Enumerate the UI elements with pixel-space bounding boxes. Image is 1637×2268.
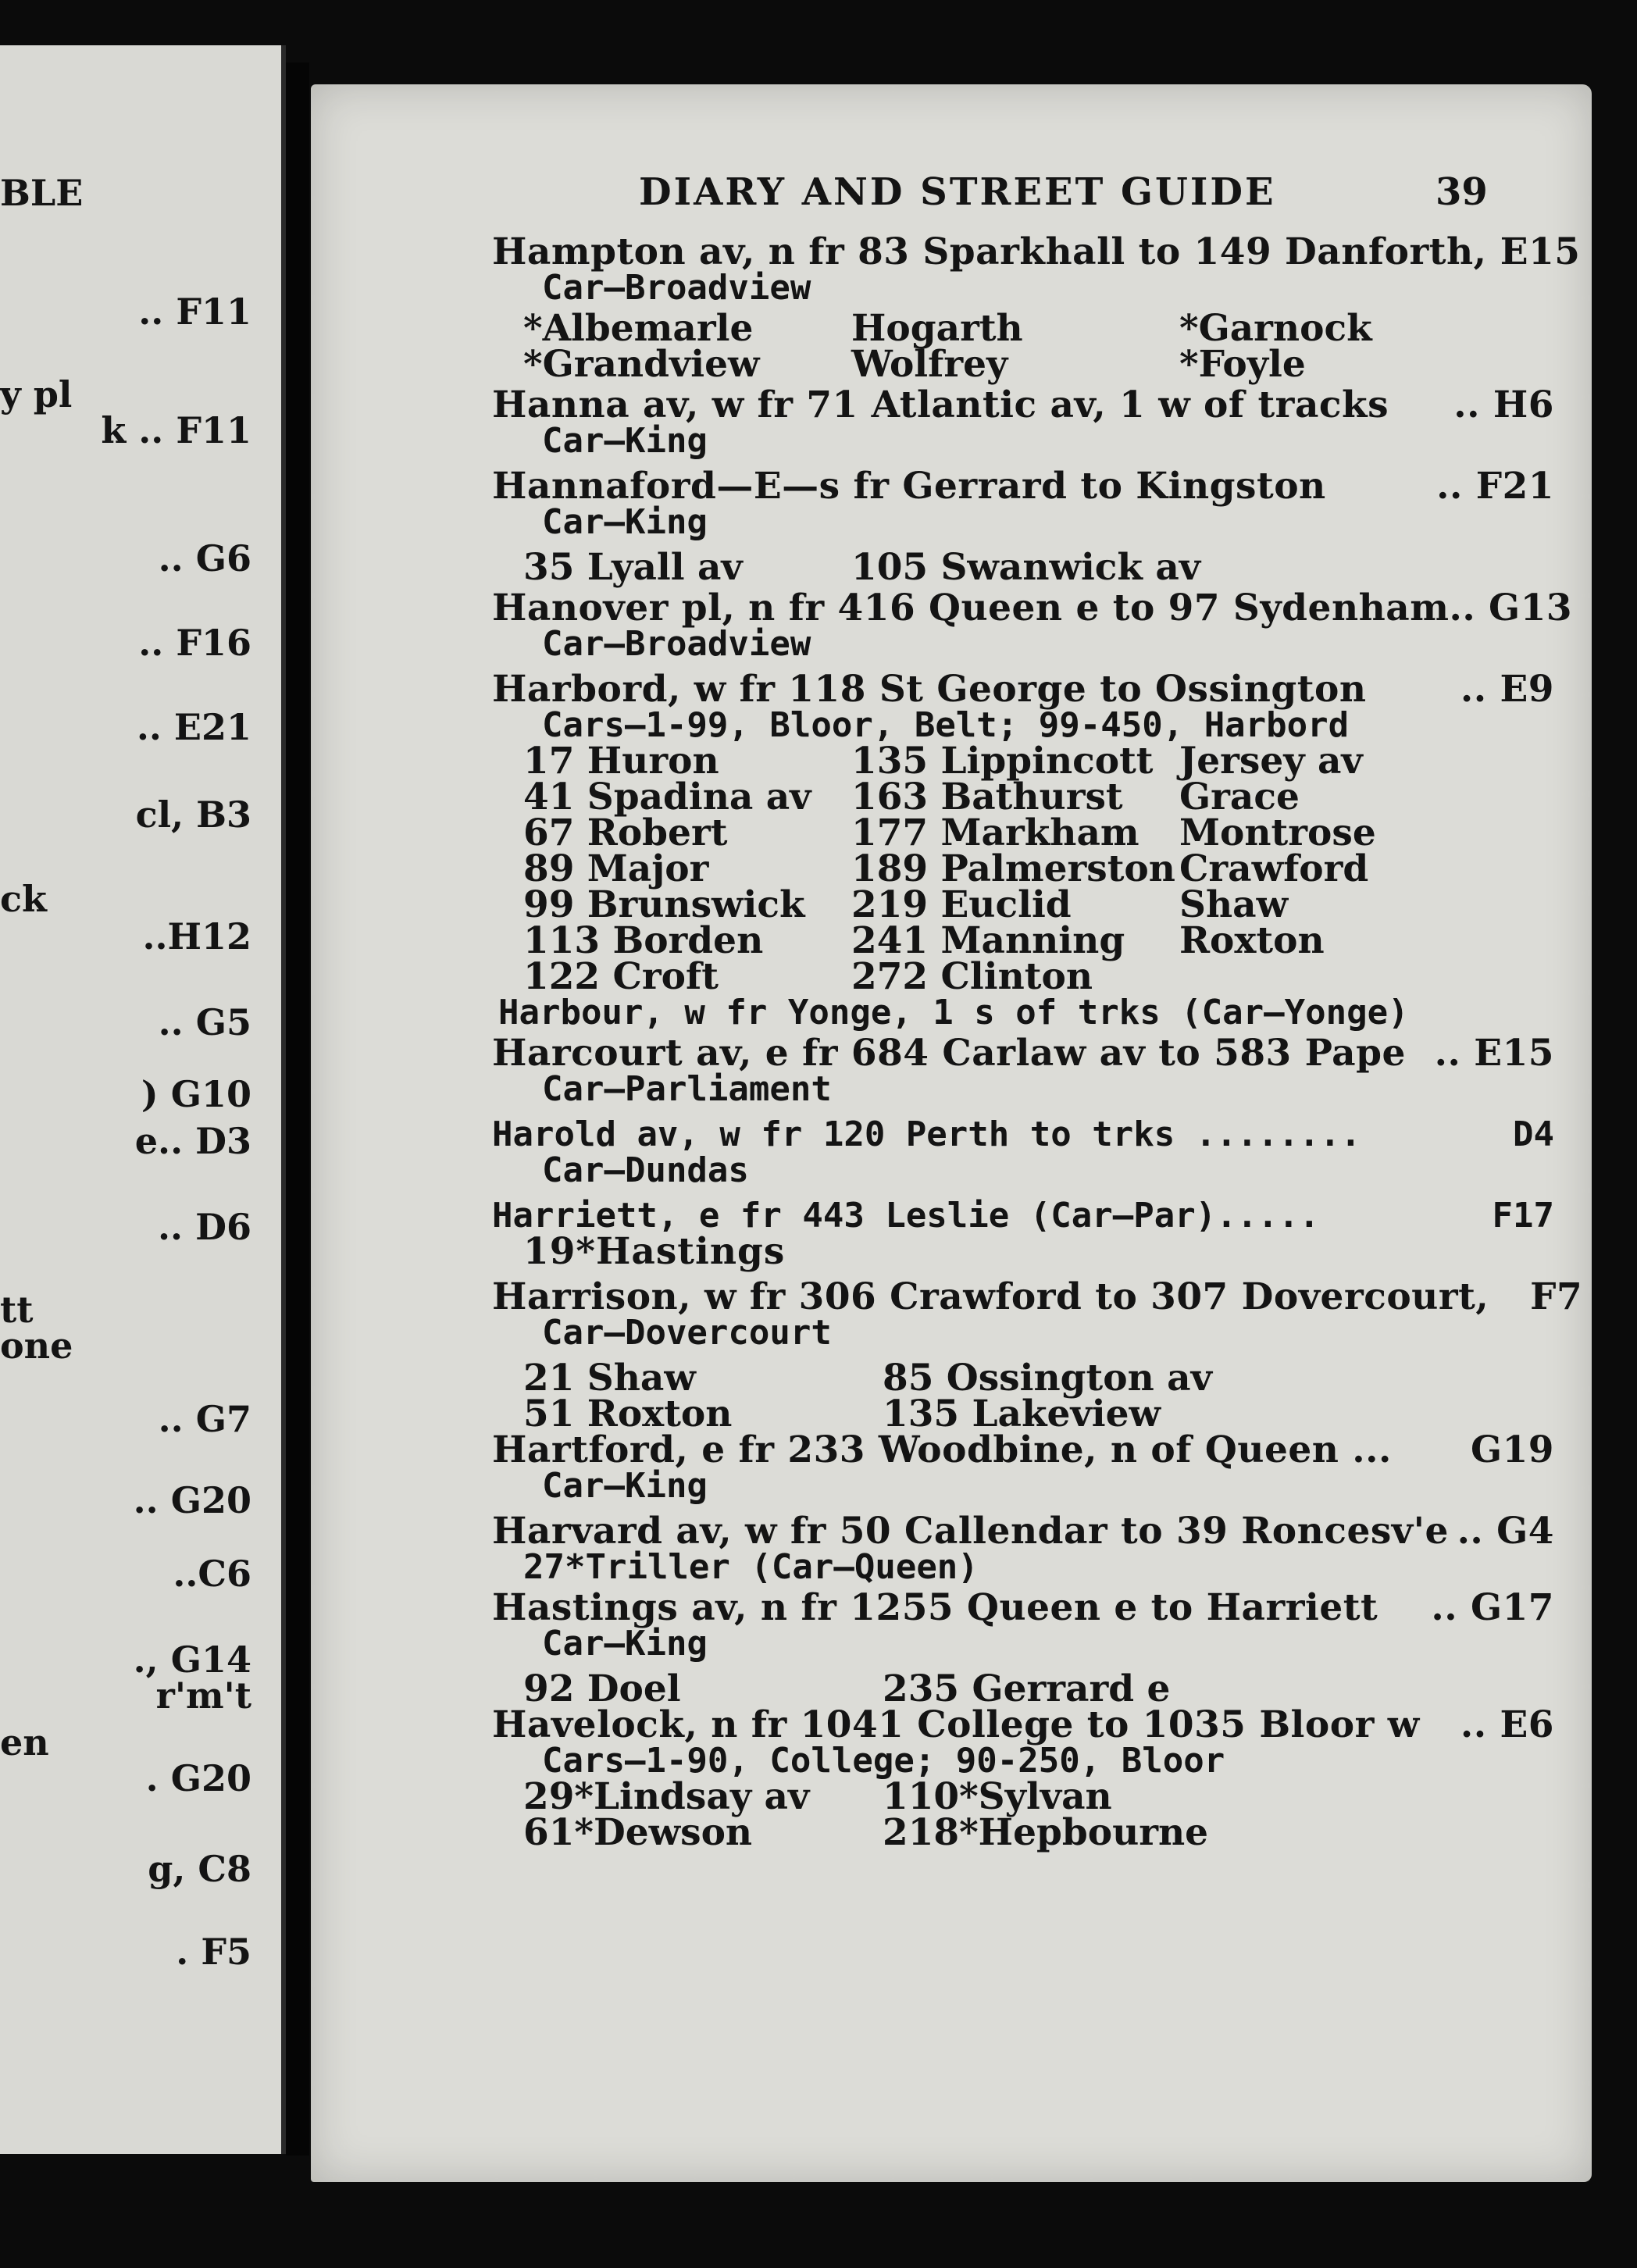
- left-fragment: y pl: [0, 373, 73, 415]
- left-fragment: one: [0, 1325, 73, 1367]
- street-entry: [492, 230, 1581, 386]
- left-fragment: ., G14: [133, 1639, 251, 1681]
- grid-reference: G19: [1470, 1428, 1554, 1471]
- street-description: w fr 118 St George to Ossington: [680, 668, 1367, 711]
- cross-street: *Albemarle: [523, 307, 754, 350]
- grid-reference: .. F21: [1436, 465, 1554, 508]
- street-description: av, e fr 684 Carlaw av to 583 Pape: [683, 1032, 1406, 1075]
- grid-reference: .. G4: [1457, 1510, 1554, 1553]
- cross-street: 177 Markham: [851, 811, 1139, 854]
- street-description: av, w fr 50 Callendar to 39 Roncesv'e: [662, 1510, 1449, 1553]
- street-description: av, n fr 83 Sparkhall to 149 Danforth,: [686, 230, 1487, 273]
- cross-streets: [492, 740, 1554, 998]
- left-fragment: . G20: [145, 1757, 251, 1799]
- grid-reference: F7: [1530, 1275, 1583, 1318]
- cross-street: Jersey av: [1179, 740, 1363, 783]
- left-page-fragment: [0, 45, 286, 2154]
- street-guide-list: [492, 230, 1583, 1854]
- grid-reference: F17: [1492, 1196, 1554, 1236]
- left-fragment: .. G7: [158, 1398, 251, 1440]
- street-name: Hannaford: [492, 465, 717, 508]
- street-name: Harbord,: [492, 668, 681, 711]
- street-description: pl, n fr 416 Queen e to 97 Sydenham: [668, 587, 1450, 629]
- cross-streets: [492, 1667, 1554, 1710]
- book-gutter: [286, 62, 309, 2156]
- street-line: Harbour, w fr Yonge, 1 s of trks (Car—Yonge): [498, 993, 1409, 1032]
- right-page: [311, 84, 1592, 2182]
- car-line: Car—Dundas: [542, 1150, 749, 1190]
- cross-street: 35 Lyall av: [523, 546, 743, 589]
- cross-street: 19*Hastings: [523, 1230, 786, 1273]
- cross-street: 17 Huron: [523, 740, 719, 783]
- cross-street: 105 Swanwick av: [851, 546, 1201, 589]
- left-fragment: en: [0, 1721, 49, 1763]
- cross-street: 67 Robert: [523, 811, 728, 854]
- cross-street: Wolfrey: [851, 343, 1008, 386]
- cross-street: *Foyle: [1179, 343, 1306, 386]
- cross-street: Crawford: [1179, 847, 1369, 890]
- cross-street: 92 Doel: [523, 1667, 681, 1710]
- left-fragment: .. G5: [158, 1001, 251, 1043]
- cross-street: 219 Euclid: [851, 883, 1072, 926]
- cross-street: *Garnock: [1179, 307, 1372, 350]
- street-name: Hanover: [492, 587, 669, 629]
- street-entry: [492, 587, 1573, 664]
- left-fragment: ..C6: [173, 1553, 251, 1595]
- street-description: —E—s fr Gerrard to Kingston: [716, 465, 1326, 508]
- cross-streets: [492, 546, 1554, 589]
- street-entry: [492, 383, 1554, 461]
- street-description: e fr 233 Woodbine, n of Queen ...: [688, 1428, 1392, 1471]
- car-line: Car—King: [542, 1466, 708, 1506]
- running-header: [311, 170, 1592, 217]
- cross-street: 272 Clinton: [851, 955, 1093, 998]
- left-fragment: .. F16: [138, 622, 251, 664]
- street-entry: [492, 668, 1554, 998]
- street-name: Hartford,: [492, 1428, 689, 1471]
- street-description: e fr 443 Leslie (Car—Par).....: [678, 1196, 1320, 1236]
- car-line: Cars—1-90, College; 90-250, Bloor: [542, 1741, 1225, 1781]
- street-name: Harrison,: [492, 1275, 692, 1318]
- street-entry: [492, 1510, 1554, 1587]
- car-line: Car—King: [542, 1624, 708, 1664]
- car-line: Car—King: [542, 502, 708, 542]
- grid-reference: .. H6: [1453, 383, 1554, 426]
- street-name: Harvard: [492, 1510, 663, 1553]
- street-entry: [492, 1114, 1554, 1190]
- grid-reference: .. E9: [1460, 668, 1554, 711]
- cross-street: 61*Dewson: [523, 1811, 753, 1854]
- left-fragment: BLE: [0, 172, 84, 214]
- street-name: Harcourt: [492, 1032, 683, 1075]
- street-name: Hanna: [492, 383, 630, 426]
- cross-street: 241 Manning: [851, 919, 1125, 962]
- left-fragment: .. G20: [133, 1479, 251, 1521]
- street-name: Harriett,: [492, 1196, 679, 1236]
- cross-street: Shaw: [1179, 883, 1289, 926]
- car-line: Car—Broadview: [542, 268, 811, 308]
- car-line: Car—King: [542, 421, 708, 461]
- grid-reference: .. E6: [1460, 1703, 1554, 1746]
- street-description: av, n fr 1255 Queen e to Harriett: [678, 1586, 1378, 1629]
- cross-street: 113 Borden: [523, 919, 764, 962]
- street-entry: [492, 995, 1554, 1031]
- left-fragment: r'm't: [155, 1674, 251, 1717]
- left-fragment: .. D6: [158, 1206, 251, 1248]
- cross-street: 189 Palmerston: [851, 847, 1175, 890]
- cross-street: [1179, 959, 1507, 995]
- street-entry: [492, 1032, 1554, 1109]
- cross-streets: [492, 1775, 1554, 1854]
- street-entry: [492, 1275, 1583, 1435]
- left-fragment: tt: [0, 1289, 34, 1331]
- street-entry: [492, 1196, 1554, 1273]
- grid-reference: D4: [1513, 1114, 1554, 1154]
- street-name: Hampton: [492, 230, 687, 273]
- page-number: 39: [1435, 170, 1488, 214]
- car-line: Cars—1-99, Bloor, Belt; 99-450, Harbord: [542, 705, 1350, 745]
- grid-reference: .. G17: [1431, 1586, 1554, 1629]
- car-line: Car—Parliament: [542, 1069, 832, 1109]
- cross-street: Montrose: [1179, 811, 1376, 854]
- cross-streets: [492, 1357, 1554, 1435]
- cross-street: 122 Croft: [523, 955, 719, 998]
- street-entry: [492, 1428, 1554, 1506]
- street-name: Harold: [492, 1114, 616, 1154]
- street-name: Hastings: [492, 1586, 679, 1629]
- cross-street: 218*Hepbourne: [883, 1811, 1209, 1854]
- street-description: n fr 1041 College to 1035 Bloor w: [697, 1703, 1420, 1746]
- left-fragment: ) G10: [141, 1073, 251, 1115]
- street-description: av, w fr 120 Perth to trks ........: [615, 1114, 1361, 1154]
- cross-street: 85 Ossington av: [883, 1357, 1212, 1400]
- street-name: Havelock,: [492, 1703, 698, 1746]
- street-description: w fr 306 Crawford to 307 Dovercourt,: [691, 1275, 1489, 1318]
- street-description: av, w fr 71 Atlantic av, 1 w of tracks: [629, 383, 1389, 426]
- street-entry: [492, 465, 1554, 589]
- left-fragment: . F5: [176, 1931, 251, 1973]
- left-fragment: e.. D3: [134, 1120, 251, 1162]
- left-fragment: k .. F11: [101, 409, 251, 451]
- cross-street: 89 Major: [523, 847, 709, 890]
- cross-street: 110*Sylvan: [883, 1775, 1112, 1818]
- left-fragment: g, C8: [148, 1848, 251, 1890]
- street-entry: [492, 1703, 1554, 1854]
- cross-street: 41 Spadina av: [523, 776, 811, 818]
- cross-street: *Grandview: [523, 343, 760, 386]
- grid-reference: .. E15: [1434, 1032, 1554, 1075]
- car-line: Car—Broadview: [542, 624, 811, 664]
- cross-streets: [492, 307, 1554, 386]
- left-fragment: .. G6: [158, 537, 251, 579]
- cross-street: Hogarth: [851, 307, 1023, 350]
- page-title: DIARY AND STREET GUIDE: [639, 170, 1276, 214]
- cross-street: Grace: [1179, 776, 1300, 818]
- grid-reference: .. G13: [1449, 587, 1573, 629]
- cross-street: 99 Brunswick: [523, 883, 805, 926]
- cross-street: 51 Roxton: [523, 1393, 733, 1435]
- car-line: Car—Dovercourt: [542, 1313, 832, 1353]
- left-fragment: cl, B3: [135, 793, 251, 836]
- left-fragment: .. E21: [136, 706, 251, 748]
- cross-street: 135 Lippincott: [851, 740, 1154, 783]
- cross-street: 21 Shaw: [523, 1357, 696, 1400]
- left-fragment: ..H12: [142, 915, 251, 957]
- cross-street: 235 Gerrard e: [883, 1667, 1171, 1710]
- cross-street: Roxton: [1179, 919, 1325, 962]
- street-entry: [492, 1586, 1554, 1710]
- cross-street: 135 Lakeview: [883, 1393, 1161, 1435]
- cross-street: 163 Bathurst: [851, 776, 1123, 818]
- left-fragment: .. F11: [138, 291, 251, 333]
- left-fragment: ck: [0, 878, 47, 920]
- cross-street: 29*Lindsay av: [523, 1775, 810, 1818]
- car-line: 27*Triller (Car—Queen): [523, 1547, 979, 1587]
- grid-reference: E15: [1500, 230, 1581, 273]
